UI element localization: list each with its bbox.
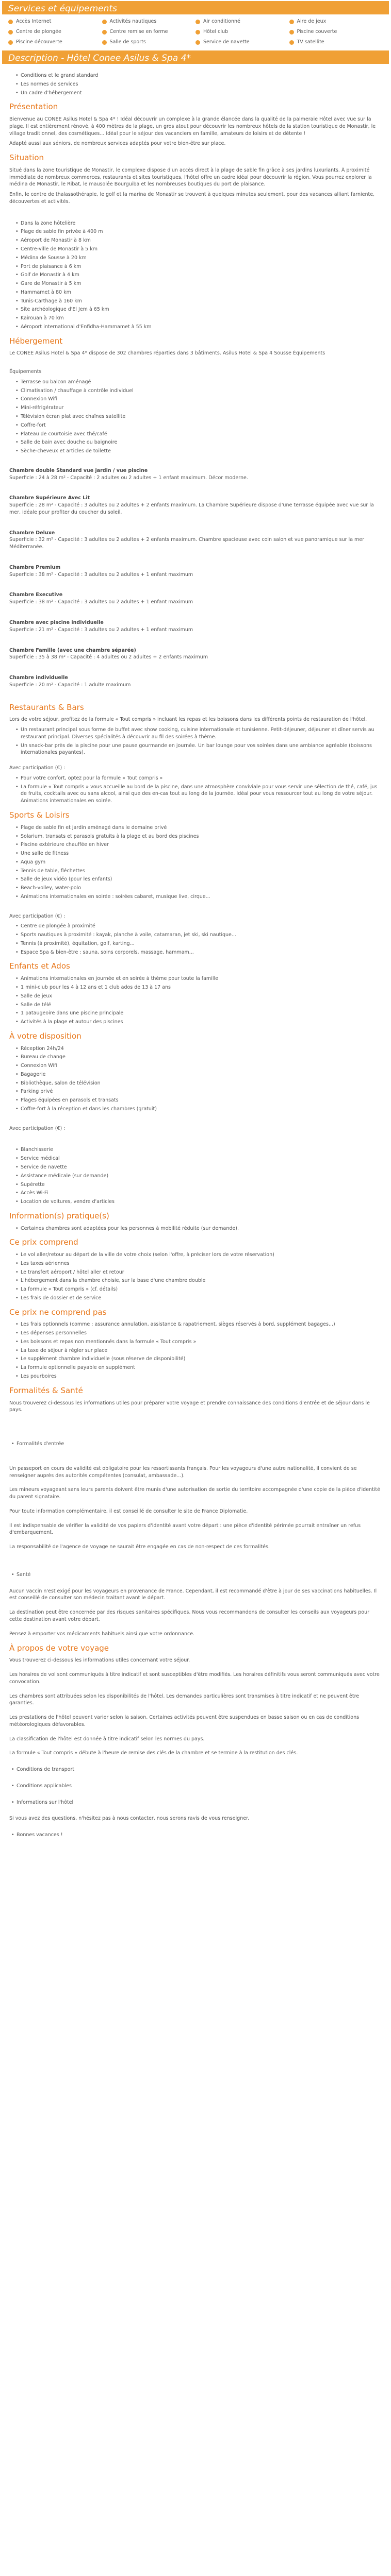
list-item: • Animations internationales en soirée : soirées cabaret, musique live, cirque... (15, 893, 382, 901)
paragraph: Pour toute information complémentaire, il est conseillé de consulter le site de France Diplomatie. (9, 1508, 248, 1514)
paragraph: La destination peut être concernée par des risques sanitaires spécifiques. Nous vous recommandons de consulter les conseils aux voyageurs pour cette destination avant votre départ. (9, 1609, 370, 1623)
list-item: • Aqua gym (15, 859, 382, 866)
equipment-icon (289, 30, 294, 35)
list-item: • Aéroport international d'Enfidha-Hammamet à 55 km (15, 324, 382, 331)
list-item: • Connexion Wifi (15, 1062, 382, 1070)
list-item: • Location de voitures, vendre d'articles (15, 1198, 382, 1206)
equipment-header: Services et équipements (2, 1, 389, 14)
paragraph: Pensez à emporter vos médicaments habituels ainsi que votre ordonnance. (9, 1631, 195, 1637)
room-block (9, 530, 382, 551)
list-item: • Plage de sable fin et jardin aménagé dans le domaine privé (15, 824, 382, 832)
paragraph: Lors de votre séjour, profitez de la formule « Tout compris » incluant les repas et les boissons dans les différents points de restauration de l'hôtel. (9, 717, 367, 723)
paragraph: Nous trouverez ci-dessous les informations utiles pour préparer votre voyage et prendre connaissance des conditions d'entrée et de séjour dans le pays. (9, 1400, 370, 1413)
room-title: Chambre double Standard vue jardin / vue piscine (9, 467, 148, 473)
section-title-info: Information(s) pratique(s) (9, 1211, 109, 1221)
list-item: • Tennis de table, fléchettes (15, 868, 382, 875)
equipment-icon (102, 20, 107, 24)
section-title-formalities: Formalités & Santé (9, 1385, 83, 1395)
list-item: • Connexion Wifi (15, 396, 382, 403)
health-subtitle: • Santé (9, 1571, 382, 1579)
list-item: • Tennis (à proximité), équitation, golf, karting... (15, 940, 382, 947)
room-title: Chambre Deluxe (9, 530, 55, 536)
equipment-icon (8, 40, 13, 45)
disposal-list (15, 1045, 382, 1113)
equipment-icon (196, 40, 200, 45)
room-desc: Superficie : 20 m² - Capacité : 1 adulte maximum (9, 682, 131, 688)
list-item: • Service médical (15, 1155, 382, 1162)
list-item: • Blanchisserie (15, 1146, 382, 1154)
list-item: • Un restaurant principal sous forme de buffet avec show cooking, cuisine internationale et tunisienne. Petit-déjeuner, déjeuner et dîner servis au restaurant principal. Diverses spécialités à découvrir au fil des soirées à thème. (15, 726, 382, 741)
list-item: • Centre de plongée à proximité (15, 923, 382, 930)
restaurants-list (15, 726, 382, 756)
section-title-restaurants: Restaurants & Bars (9, 702, 84, 712)
list-item: • Terrasse ou balcon aménagé (15, 379, 382, 386)
list-item: • Gare de Monastir à 5 km (15, 280, 382, 287)
list-item: • Salle de jeux (15, 993, 382, 1000)
paragraph: Vous trouverez ci-dessous les informations utiles concernant votre séjour. (9, 1657, 190, 1664)
paragraph: Avec participation (€) : (9, 1125, 66, 1131)
equipment-item: TV satellite (289, 38, 383, 46)
list-item: • Salle de télé (15, 1002, 382, 1009)
section-title-disposal: À votre disposition (9, 1031, 82, 1041)
list-item: • Sports nautiques à proximité : kayak, planche à voile, catamaran, jet ski, ski nautique... (15, 931, 382, 939)
list-item: • Plages équipées en parasols et transats (15, 1097, 382, 1104)
list-item: • Un snack-bar près de la piscine pour une pause gourmande en journée. Un bar lounge pour vos soirées dans une ambiance agréable (boissons internationales payantes). (15, 742, 382, 757)
paragraph: Équipements (9, 369, 42, 375)
list-item: • Sèche-cheveux et articles de toilette (15, 448, 382, 455)
list-item: • Port de plaisance à 6 km (15, 263, 382, 270)
equipment-item: Piscine découverte (8, 38, 102, 46)
list-item: • Coffre-fort à la réception et dans les chambres (gratuit) (15, 1106, 382, 1113)
restaurants-paid-list (15, 775, 382, 805)
paragraph: Les chambres sont attribuées selon les disponibilités de l'hôtel. Les demandes particulières sont transmises à titre indicatif et ne peuvent être garanties. (9, 1693, 360, 1706)
list-item: • Piscine extérieure chauffée en hiver (15, 841, 382, 849)
room-title: Chambre Famille (avec une chambre séparée) (9, 647, 136, 653)
list-item: • Bagagerie (15, 1071, 382, 1078)
paragraph: Les horaires de vol sont communiqués à titre indicatif et sont susceptibles d'être modifiés. Les horaires définitifs vous seront communiqués avec votre convocation. (9, 1672, 380, 1685)
equipment-grid (2, 14, 389, 50)
list-item: • Site archéologique d'El Jem à 65 km (15, 306, 382, 313)
section-title-lodging: Hébergement (9, 336, 63, 346)
paragraph: Aucun vaccin n'est exigé pour les voyageurs en provenance de France. Cependant, il est recommandé d'être à jour de ses vaccinations habituelles. Il est conseillé de consulter son médecin traitant avant le départ. (9, 1588, 377, 1601)
list-item: • Bibliothèque, salon de télévision (15, 1080, 382, 1087)
section-title-excluded: Ce prix ne comprend pas (9, 1307, 107, 1317)
room-block (9, 564, 382, 579)
description-content (2, 64, 389, 1854)
equipment-item: Salle de sports (102, 38, 196, 46)
equipment-icon (196, 30, 200, 35)
paragraph: Avec participation (€) : (9, 765, 66, 771)
list-item: • Une salle de fitness (15, 850, 382, 857)
list-item: • 1 pataugeoire dans une piscine principale (15, 1010, 382, 1017)
distances-list (15, 220, 382, 331)
equipment-item: Aire de jeux (289, 18, 383, 26)
equipment-item: Accès Internet (8, 18, 102, 26)
paragraph: Les mineurs voyageant sans leurs parents doivent être munis d'une autorisation de sortie du territoire accompagnée d'une copie de la pièce d'identité du parent signataire. (9, 1487, 381, 1500)
list-item: • Parking privé (15, 1088, 382, 1095)
list-item: • Les normes de services (15, 81, 382, 88)
list-item: • Le transfert aéroport / hôtel aller et retour (15, 1269, 382, 1276)
page (0, 1, 391, 1854)
list-item: • Le vol aller/retour au départ de la ville de votre choix (selon l'offre, à préciser lors de votre réservation) (15, 1251, 382, 1259)
section-title-presentation: Présentation (9, 102, 58, 112)
list-item: • Beach-volley, water-polo (15, 885, 382, 892)
list-item: • Climatisation / chauffage à contrôle individuel (15, 387, 382, 395)
room-title: Chambre individuelle (9, 675, 68, 681)
list-item: • Télévision écran plat avec chaînes satellite (15, 413, 382, 420)
formalities-subtitle: • Formalités d'entrée (9, 1440, 382, 1448)
list-item: • La taxe de séjour à régler sur place (15, 1347, 382, 1354)
equipment-icon (102, 30, 107, 35)
list-item: • Les dépenses personnelles (15, 1330, 382, 1337)
paragraph: Bienvenue au CONEE Asilus Hotel & Spa 4* ! Idéal découvrir un complexe à la grande élancée dans la qualité de la palmeraie Hôtel avec vue sur la plage. Il est entièrement rénové, à 400 mètres de la plage, un gros atout pour découvrir les nombreux hôtels de la station touristique de Monastir, le village traditionnel, des cosmétiques... Idéal pour le séjour des vacanciers en famille, amateurs de loisirs et de détente ! (9, 116, 376, 137)
list-item: • Conditions et le grand standard (15, 72, 382, 79)
sports-list (15, 824, 382, 901)
section-title-about: À propos de votre voyage (9, 1643, 109, 1653)
about-subtitle: • Conditions de transport (9, 1766, 382, 1773)
room-block (9, 495, 382, 516)
list-item: • La formule « Tout compris » vous accueille au bord de la piscine, dans une atmosphère conviviale pour vous servir une sélection de thé, café, jus de fruits, cocktails avec ou sans alcool, ainsi que des en-cas tout au long de la journée. Idéal pour vous ressourcer tout au long de votre séjour. Animations internationales en soirée. (15, 784, 382, 805)
list-item: • Salle de jeux vidéo (pour les enfants) (15, 876, 382, 883)
info-list (15, 1225, 382, 1232)
room-desc: Superficie : 21 m² - Capacité : 3 adultes ou 2 adultes + 1 enfant maximum (9, 626, 193, 633)
list-item: • Tunis-Carthage à 160 km (15, 298, 382, 305)
kids-list (15, 975, 382, 1026)
list-item: • Bureau de change (15, 1054, 382, 1061)
equipment-icon (102, 40, 107, 45)
paragraph: Adapté aussi aux séniors, de nombreux services adaptés pour votre bien-être sur place. (9, 141, 226, 147)
list-item: • Un cadre d'hébergement (15, 90, 382, 97)
paragraph: Le CONEE Asilus Hotel & Spa 4* dispose de 302 chambres réparties dans 3 bâtiments. Asilus Hotel & Spa 4 Sousse Équipements (9, 350, 325, 357)
list-item: • Les boissons et repas non mentionnés dans la formule « Tout compris » (15, 1338, 382, 1346)
list-item: • Service de navette (15, 1164, 382, 1171)
room-block (9, 467, 382, 482)
list-item: • Le supplément chambre individuelle (sous réserve de disponibilité) (15, 1355, 382, 1363)
equipment-item: Air conditionné (196, 18, 289, 26)
paragraph: La classification de l'hôtel est donnée à titre indicatif selon les normes du pays. (9, 1736, 205, 1742)
room-desc: Superficie : 24 à 28 m² - Capacité : 2 adultes ou 2 adultes + 1 enfant maximum. Décor moderne. (9, 474, 248, 481)
section-title-situation: Situation (9, 153, 44, 163)
room-title: Chambre Supérieure Avec Lit (9, 495, 90, 501)
paragraph: Il est indispensable de vérifier la validité de vos papiers d'identité avant votre départ : une pièce d'identité périmée pourrait entraîner un refus d'embarquement. (9, 1522, 361, 1536)
list-item: • Les frais de dossier et de service (15, 1295, 382, 1302)
paragraph: Les prestations de l'hôtel peuvent varier selon la saison. Certaines activités peuvent être suspendues en basse saison ou en cas de conditions météorologiques défavorables. (9, 1715, 360, 1727)
list-item: • Plage de sable fin privée à 400 m (15, 228, 382, 235)
intro-list (15, 72, 382, 96)
section-title-kids: Enfants et Ados (9, 961, 70, 971)
about-subtitle: • Conditions applicables (9, 1783, 382, 1790)
paragraph: Un passeport en cours de validité est obligatoire pour les ressortissants français. Pour les voyageurs d'une autre nationalité, il convient de se renseigner auprès des autorités compétentes (consulat, ambassade...). (9, 1465, 357, 1479)
list-item: • L'hébergement dans la chambre choisie, sur la base d'une chambre double (15, 1277, 382, 1284)
paragraph: La formule « Tout compris » débute à l'heure de remise des clés de la chambre et se termine à la restitution des clés. (9, 1750, 298, 1756)
list-item: • Animations internationales en journée et en soirée à thème pour toute la famille (15, 975, 382, 982)
list-item: • Supérette (15, 1181, 382, 1189)
equipment-item: Centre remise en forme (102, 28, 196, 36)
list-item: • Kairouan à 70 km (15, 315, 382, 322)
included-list (15, 1251, 382, 1302)
section-title-included: Ce prix comprend (9, 1238, 78, 1247)
room-title: Chambre avec piscine individuelle (9, 620, 104, 625)
equipment-icon (289, 40, 294, 45)
paragraph: Situé dans la zone touristique de Monastir, le complexe dispose d'un accès direct à la plage de sable fin grâce à ses jardins luxuriants. À proximité immédiate de nombreux commerces, restaurants et sites touristiques, l'hôtel offre un cadre idéal pour découvrir la région. Vous pourrez explorer la médina de Monastir, le Ribat, le mausolée Bourguiba et les nombreuses boutiques du port de plaisance. (9, 167, 372, 188)
room-desc: Superficie : 28 m² - Capacité : 3 adultes ou 2 adultes + 2 enfants maximum. La Chambre Supérieure dispose d'une terrasse équipée avec vue sur la mer, idéale pour profiter du coucher du soleil. (9, 502, 374, 515)
room-title: Chambre Executive (9, 592, 63, 598)
disposal-paid-list (15, 1146, 382, 1205)
room-desc: Superficie : 35 à 38 m² - Capacité : 4 adultes ou 2 adultes + 2 enfants maximum (9, 654, 208, 660)
description-header: Description - Hôtel Conee Asilus & Spa 4* (2, 50, 389, 64)
list-item: • Hammamet à 80 km (15, 289, 382, 296)
equipment-icon (289, 20, 294, 24)
list-item: • Médina de Sousse à 20 km (15, 255, 382, 262)
list-item: • Pour votre confort, optez pour la formule « Tout compris » (15, 775, 382, 782)
sign-off: • Bonnes vacances ! (9, 1832, 382, 1839)
equipment-item: Activités nautiques (102, 18, 196, 26)
list-item: • Salle de bain avec douche ou baignoire (15, 439, 382, 446)
list-item: • 1 mini-club pour les 4 à 12 ans et 1 club ados de 13 à 17 ans (15, 984, 382, 991)
room-desc: Superficie : 38 m² - Capacité : 3 adultes ou 2 adultes + 1 enfant maximum (9, 599, 193, 605)
equipment-icon (196, 20, 200, 24)
list-item: • Golf de Monastir à 4 km (15, 272, 382, 279)
room-desc: Superficie : 38 m² - Capacité : 3 adultes ou 2 adultes + 1 enfant maximum (9, 571, 193, 578)
list-item: • Certaines chambres sont adaptées pour les personnes à mobilité réduite (sur demande). (15, 1225, 382, 1232)
list-item: • Coffre-fort (15, 422, 382, 429)
equipment-item: Hôtel club (196, 28, 289, 36)
equipment-icon (8, 30, 13, 35)
room-block (9, 619, 382, 634)
list-item: • Assistance médicale (sur demande) (15, 1173, 382, 1180)
list-item: • Les pourboires (15, 1373, 382, 1380)
list-item: • Espace Spa & bien-être : sauna, soins corporels, massage, hammam... (15, 949, 382, 956)
room-block (9, 647, 382, 662)
equipment-item: Centre de plongée (8, 28, 102, 36)
list-item: • Accès Wi-Fi (15, 1190, 382, 1197)
paragraph: Si vous avez des questions, n'hésitez pas à nous contacter, nous serons ravis de vous renseigner. (9, 1816, 250, 1822)
about-subtitle: • Informations sur l'hôtel (9, 1799, 382, 1806)
sports-paid-list (15, 923, 382, 956)
list-item: • Les taxes aériennes (15, 1260, 382, 1267)
list-item: • Centre-ville de Monastir à 5 km (15, 246, 382, 253)
list-item: • Plateau de courtoisie avec thé/café (15, 431, 382, 438)
paragraph: La responsabilité de l'agence de voyage ne saurait être engagée en cas de non-respect de ces formalités. (9, 1544, 270, 1550)
paragraph: Enfin, le centre de thalassothérapie, le golf et la marina de Monastir se trouvent à quelques minutes seulement, pour des vacances alliant farniente, découvertes et activités. (9, 192, 375, 205)
list-item: • Activités à la plage et autour des piscines (15, 1019, 382, 1026)
excluded-list (15, 1321, 382, 1380)
list-item: • Mini-réfrigérateur (15, 404, 382, 412)
room-title: Chambre Premium (9, 564, 61, 570)
list-item: • Les frais optionnels (comme : assurance annulation, assistance & rapatriement, sièges réservés à bord, supplément bagages...) (15, 1321, 382, 1328)
equipment-item: Piscine couverte (289, 28, 383, 36)
room-desc: Superficie : 32 m² - Capacité : 3 adultes ou 2 adultes + 2 enfants maximum. Chambre spacieuse avec coin salon et vue panoramique sur la mer Méditerranée. (9, 537, 365, 550)
list-item: • La formule optionnelle payable en supplément (15, 1364, 382, 1371)
lodging-equipment-list (15, 379, 382, 455)
section-title-sports: Sports & Loisirs (9, 810, 70, 820)
list-item: • Solarium, transats et parasols gratuits à la plage et au bord des piscines (15, 833, 382, 840)
list-item: • Dans la zone hôtelière (15, 220, 382, 227)
list-item: • Réception 24h/24 (15, 1045, 382, 1053)
equipment-icon (8, 20, 13, 24)
list-item: • La formule « Tout compris » (cf. détails) (15, 1286, 382, 1293)
room-block (9, 591, 382, 606)
equipment-item: Service de navette (196, 38, 289, 46)
paragraph: Avec participation (€) : (9, 913, 66, 919)
room-block (9, 674, 382, 689)
list-item: • Aéroport de Monastir à 8 km (15, 237, 382, 244)
